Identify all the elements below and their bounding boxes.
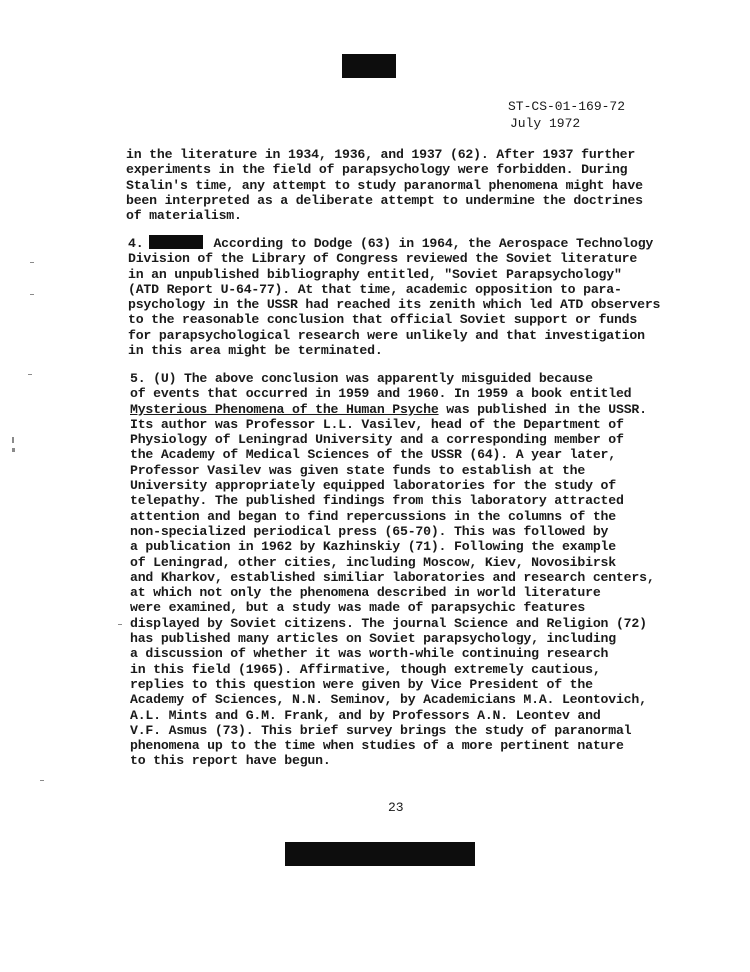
scan-mark	[30, 262, 34, 263]
page-number: 23	[388, 800, 404, 815]
paragraph-continuation-line: experiments in the field of parapsychology were forbidden. During	[126, 162, 628, 178]
book-title: Mysterious Phenomena of the Human Psyche	[130, 401, 439, 417]
redaction-classification-marking	[149, 235, 203, 249]
paragraph-continuation-line: in the literature in 1934, 1936, and 1937 (62). After 1937 further	[126, 147, 636, 162]
scan-mark	[12, 437, 14, 443]
paragraph-5-line: of Leningrad, other cities, including Moscow, Kiev, Novosibirsk	[130, 554, 616, 570]
paragraph-4	[128, 235, 660, 358]
paragraph-5-line-2: of events that occurred in 1959 and 1960. In 1959 a book entitled	[130, 386, 632, 402]
scan-mark	[12, 448, 15, 452]
paragraph-continuation-line: Stalin's time, any attempt to study paranormal phenomena might have	[126, 177, 643, 193]
paragraph-5-line: phenomena up to the time when studies of a more pertinent nature	[130, 738, 624, 754]
paragraph-5-line-1: 5. (U) The above conclusion was apparently misguided because	[130, 371, 593, 386]
paragraph-4-line: to the reasonable conclusion that official Soviet support or funds	[128, 312, 638, 328]
paragraph-5-line: in this field (1965). Affirmative, though extremely cautious,	[130, 661, 601, 677]
paragraph-4-line: in this area might be terminated.	[128, 343, 383, 359]
paragraph-number: 4.	[128, 236, 144, 251]
paragraph-5-line: a discussion of whether it was worth-while continuing research	[130, 646, 609, 662]
paragraph-5-line: Its author was Professor L.L. Vasilev, head of the Department of	[130, 416, 624, 432]
paragraph-5-line: a publication in 1962 by Kazhinskiy (71). Following the example	[130, 539, 616, 555]
redaction-block-bottom	[285, 842, 475, 866]
paragraph-5-line: and Kharkov, established similiar laboratories and research centers,	[130, 569, 655, 585]
paragraph-5-line: at which not only the phenomena described in world literature	[130, 585, 601, 601]
redaction-block-top	[342, 54, 396, 78]
doc-date: July 1972	[510, 116, 581, 131]
paragraph-4-line: Division of the Library of Congress reviewed the Soviet literature	[128, 251, 638, 267]
paragraph-5-line: Professor Vasilev was given state funds to establish at the	[130, 462, 586, 478]
paragraph-4-line: (ATD Report U-64-77). At that time, academic opposition to para-	[128, 281, 622, 297]
paragraph-continuation-line: of materialism.	[126, 208, 242, 224]
paragraph-5-line: to this report have begun.	[130, 753, 331, 769]
paragraph-5-line: Academy of Sciences, N.N. Seminov, by Academicians M.A. Leontovich,	[130, 692, 647, 708]
paragraph-4-line: psychology in the USSR had reached its zenith which led ATD observers	[128, 297, 661, 313]
paragraph-continuation	[126, 147, 643, 223]
paragraph-5-line: non-specialized periodical press (65-70). This was followed by	[130, 523, 609, 539]
paragraph-5	[130, 371, 655, 769]
paragraph-5-line: were examined, but a study was made of parapsychic features	[130, 600, 586, 616]
paragraph-4-body	[128, 251, 660, 358]
paragraph-5-line: A.L. Mints and G.M. Frank, and by Professors A.N. Leontev and	[130, 707, 601, 723]
paragraph-5-line: attention and began to find repercussions in the columns of the	[130, 508, 616, 524]
paragraph-5-line-3	[130, 402, 655, 417]
paragraph-5-line: displayed by Soviet citizens. The journal Science and Religion (72)	[130, 615, 647, 631]
scan-mark	[30, 294, 34, 295]
scan-mark	[28, 374, 32, 375]
paragraph-5-line: University appropriately equipped laboratories for the study of	[130, 478, 616, 494]
paragraph-4-first-line-text: According to Dodge (63) in 1964, the Aerospace Technology	[213, 236, 654, 251]
scan-mark	[118, 624, 122, 625]
paragraph-5-line: the Academy of Medical Sciences of the USSR (64). A year later,	[130, 447, 616, 463]
scan-mark	[40, 780, 44, 781]
paragraph-5-line: V.F. Asmus (73). This brief survey brings the study of paranormal	[130, 722, 632, 738]
paragraph-4-line: in an unpublished bibliography entitled, "Soviet Parapsychology"	[128, 266, 622, 282]
paragraph-4-first-line	[128, 235, 660, 251]
paragraph-4-line: for parapsychological research were unlikely and that investigation	[128, 327, 645, 343]
paragraph-5-line: replies to this question were given by Vice President of the	[130, 676, 593, 692]
paragraph-5-body	[130, 417, 655, 769]
paragraph-5-line: telepathy. The published findings from this laboratory attracted	[130, 493, 624, 509]
doc-number: ST-CS-01-169-72	[508, 99, 626, 114]
paragraph-continuation-line: been interpreted as a deliberate attempt to undermine the doctrines	[126, 192, 643, 208]
paragraph-5-line: has published many articles on Soviet parapsychology, including	[130, 631, 616, 647]
paragraph-5-line-3-rest: was published in the USSR.	[438, 401, 647, 417]
document-identifier	[508, 98, 625, 132]
paragraph-5-line: Physiology of Leningrad University and a corresponding member of	[130, 432, 624, 448]
